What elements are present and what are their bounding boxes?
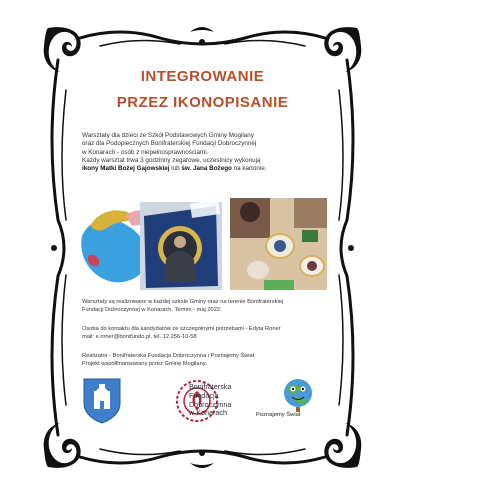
icon-name-2: św. Jana Bożego [181, 165, 232, 173]
contact-line-1: Osoba do kontaktu dla kandydatów ze szczególnymi potrzebami - Edyta Roner [82, 326, 281, 332]
description-conjunction: lub [169, 165, 182, 173]
globe-logo [284, 379, 312, 412]
description-ending: na kartonie. [231, 165, 267, 173]
poznajemy-label: Poznajemy Świat [256, 412, 301, 418]
description-line-5 [82, 165, 327, 173]
foundation-name-line-1: Bonifraterska [189, 382, 232, 391]
realizer-paragraph [82, 352, 327, 368]
description [82, 132, 327, 173]
icon-name-1: ikony Matki Bożej Gajowskiej [82, 165, 170, 173]
contact-line-2: mail: e.roner@bonifundo.pl, tel. 12 256-10-58 [82, 334, 197, 340]
foundation-name-line-3: Dobroczynna [189, 399, 232, 409]
schedule-paragraph [82, 298, 327, 314]
schedule-line-2: Fundacji Dobroczynnej w Konarach. Termin - maj 2022. [82, 307, 222, 313]
foundation-name-line-2: Fundacja [189, 390, 219, 400]
description-line-1: Warsztaty dla dzieci ze Szkół Podstawowych Gminy Mogilany [82, 132, 254, 139]
icon-painting-photo [140, 198, 222, 290]
title-line-1: INTEGROWANIE [140, 68, 265, 85]
description-line-4: Każdy warsztat trwa 3 godzinny zegarowe, uczestnicy wykonują [82, 156, 261, 164]
contact-paragraph [82, 325, 327, 341]
foundation-name [189, 383, 231, 418]
description-line-3: w Konarach - osób z niepełnosprawnościami. [82, 148, 209, 156]
mogilany-crest-logo [84, 379, 120, 423]
realizer-line-2: Projekt współfinansowany przez Gminę Mogilany. [82, 361, 207, 367]
children-painting-photo [230, 198, 327, 290]
realizer-line-1: Realizator - Bonifraterska Fundacja Dobroczynna i Poznajemy Świat [82, 353, 255, 359]
description-line-2: oraz dla Podopiecznych Bonifraterskiej Fundacji Dobroczynnej [82, 140, 257, 148]
schedule-line-1: Warsztaty są realizowane w każdej szkole Gminy oraz na terenie Bonifraterskiej [82, 299, 284, 305]
workshop-photos [80, 196, 327, 291]
poster [40, 20, 365, 475]
foundation-name-line-4: w Konarach [189, 408, 227, 418]
title-line-2: PRZEZ IKONOPISANIE [116, 94, 289, 111]
